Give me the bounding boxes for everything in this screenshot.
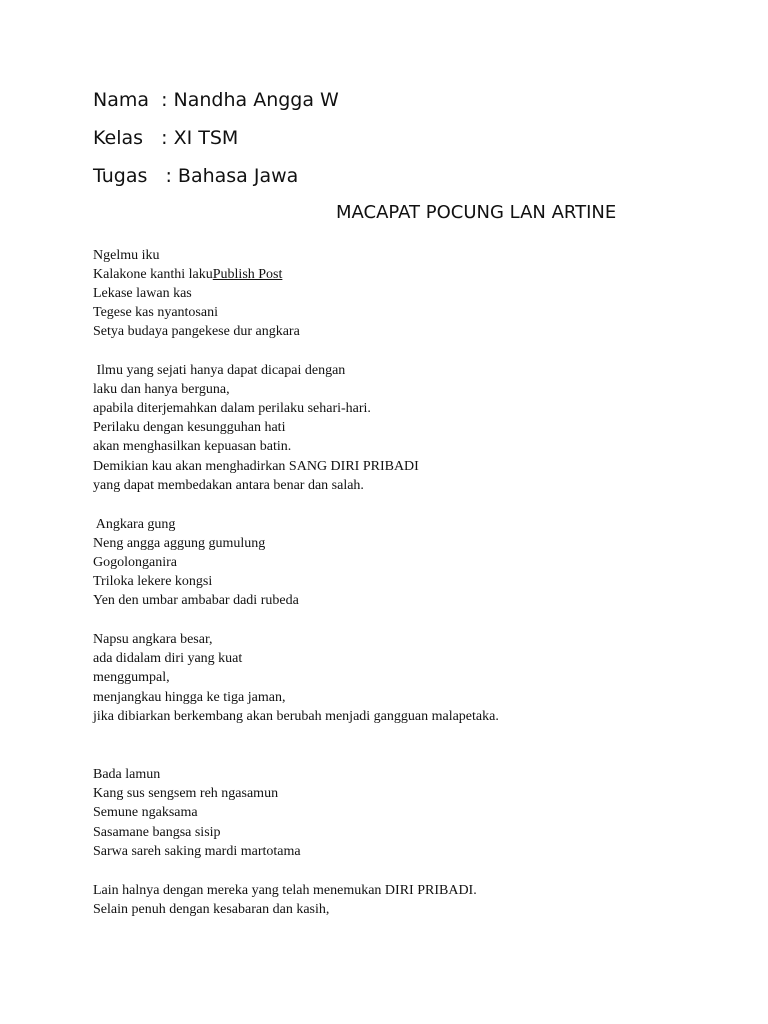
- stanza-line: [93, 265, 282, 284]
- class-line: Kelas : XI TSM: [93, 127, 239, 149]
- stanza-line: Neng angga aggung gumulung: [93, 536, 266, 551]
- meaning-line: laku dan hanya berguna,: [93, 382, 230, 397]
- stanza-line: Triloka lekere kongsi: [93, 574, 213, 589]
- meaning-line: jika dibiarkan berkembang akan berubah menjadi gangguan malapetaka.: [93, 709, 499, 724]
- assignment-line: Tugas : Bahasa Jawa: [93, 165, 299, 187]
- stanza-line: Ngelmu iku: [93, 248, 160, 263]
- meaning-line: Selain penuh dengan kesabaran dan kasih,: [93, 902, 330, 917]
- stanza-line: Gogolonganira: [93, 555, 177, 570]
- stanza-line: Setya budaya pangekese dur angkara: [93, 324, 300, 339]
- publish-post-link[interactable]: Publish Post: [212, 267, 283, 282]
- meaning-line: ada didalam diri yang kuat: [93, 651, 243, 666]
- meaning-line: menggumpal,: [93, 670, 170, 685]
- meaning-line: Lain halnya dengan mereka yang telah menemukan DIRI PRIBADI.: [93, 883, 477, 898]
- stanza-line: Bada lamun: [93, 767, 161, 782]
- meaning-line: Demikian kau akan menghadirkan SANG DIRI PRIBADI: [93, 459, 419, 474]
- stanza-line: Semune ngaksama: [93, 805, 198, 820]
- student-name-line: Nama : Nandha Angga W: [93, 89, 339, 111]
- meaning-line: Perilaku dengan kesungguhan hati: [93, 420, 286, 435]
- meaning-line: akan menghasilkan kepuasan batin.: [93, 439, 292, 454]
- stanza-line: Angkara gung: [93, 517, 176, 532]
- meaning-line: yang dapat membedakan antara benar dan salah.: [93, 478, 364, 493]
- stanza-line: Yen den umbar ambabar dadi rubeda: [93, 593, 299, 608]
- meaning-line: Ilmu yang sejati hanya dapat dicapai dengan: [93, 363, 346, 378]
- stanza-line: Tegese kas nyantosani: [93, 305, 218, 320]
- stanza-line: Lekase lawan kas: [93, 286, 192, 301]
- meaning-line: menjangkau hingga ke tiga jaman,: [93, 690, 286, 705]
- meaning-line: Napsu angkara besar,: [93, 632, 213, 647]
- stanza-text: Kalakone kanthi laku: [93, 267, 213, 282]
- stanza-line: Kang sus sengsem reh ngasamun: [93, 786, 279, 801]
- stanza-line: Sasamane bangsa sisip: [93, 825, 221, 840]
- meaning-line: apabila diterjemahkan dalam perilaku sehari-hari.: [93, 401, 371, 416]
- document-title: MACAPAT POCUNG LAN ARTINE: [336, 202, 617, 223]
- stanza-line: Sarwa sareh saking mardi martotama: [93, 844, 301, 859]
